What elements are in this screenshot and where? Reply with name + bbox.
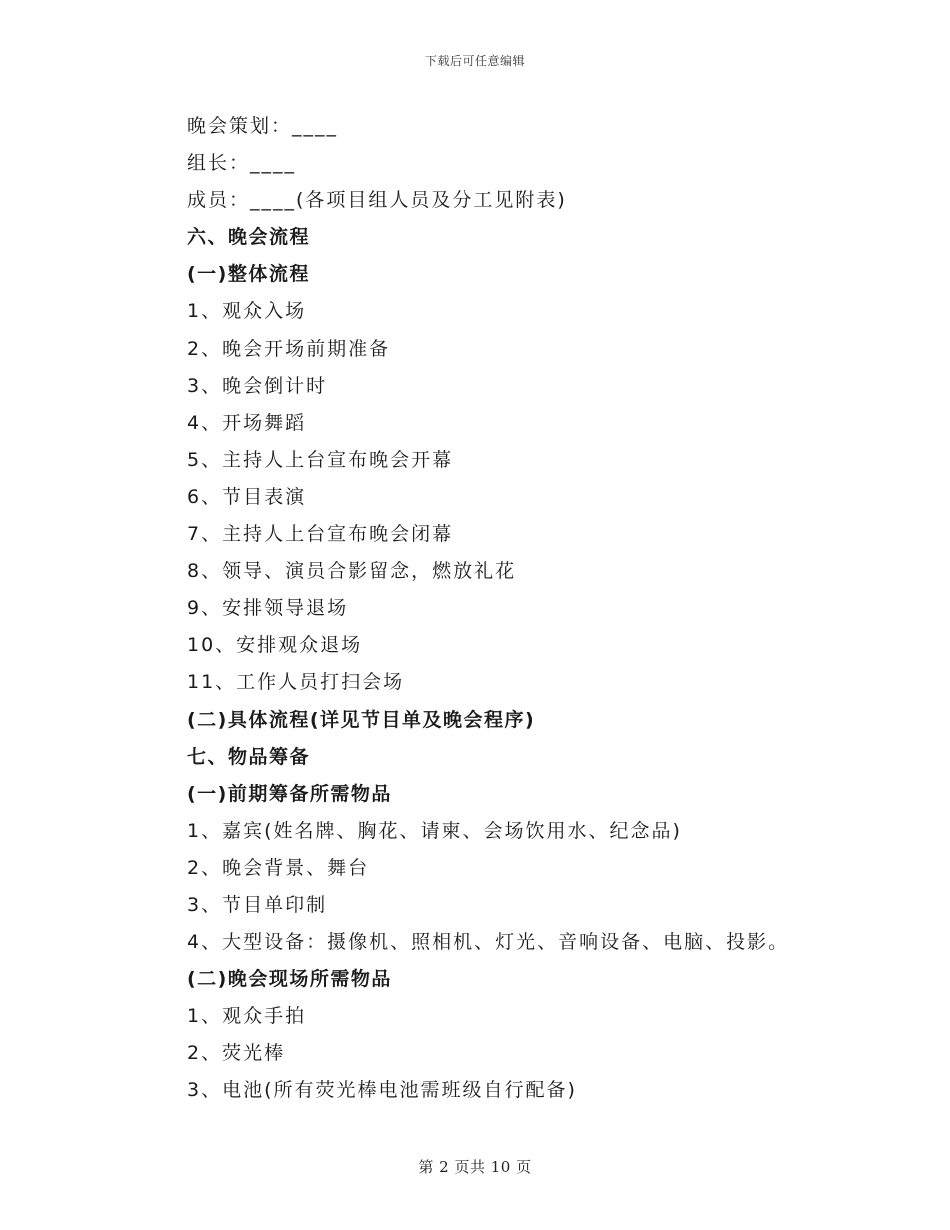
section-heading: 六、晚会流程: [187, 226, 311, 249]
text-line: 3、晚会倒计时: [187, 374, 328, 397]
text-line: 9、安排领导退场: [187, 597, 349, 620]
section-heading: (二)具体流程(详见节目单及晚会程序): [187, 708, 536, 731]
text-line: 4、开场舞蹈: [187, 411, 307, 434]
document-body: [187, 108, 867, 1110]
text-line: 1、嘉宾(姓名牌、胸花、请柬、会场饮用水、纪念品): [187, 819, 682, 842]
page-header: 下载后可任意编辑: [424, 54, 525, 68]
section-heading: (一)前期筹备所需物品: [187, 782, 392, 805]
text-line: 7、主持人上台宣布晚会闭幕: [187, 523, 454, 546]
section-heading: (一)整体流程: [187, 263, 310, 286]
page-footer: 第 2 页共 10 页: [418, 1158, 532, 1176]
text-line: 组长：____: [187, 152, 297, 175]
text-line: 1、观众手拍: [187, 1005, 307, 1028]
text-line: 晚会策划：____: [187, 115, 339, 137]
text-line: 8、领导、演员合影留念，燃放礼花: [187, 560, 517, 583]
text-line: 2、晚会开场前期准备: [187, 337, 391, 360]
text-line: 4、大型设备：摄像机、照相机、灯光、音响设备、电脑、投影。: [187, 931, 790, 954]
section-heading: 七、物品筹备: [187, 745, 311, 768]
text-line: 3、电池(所有荧光棒电池需班级自行配备): [187, 1079, 577, 1102]
text-line: 3、节目单印制: [187, 893, 328, 916]
text-line: 6、节目表演: [187, 485, 307, 508]
text-line: 11、工作人员打扫会场: [187, 671, 405, 694]
text-line: 5、主持人上台宣布晚会开幕: [187, 448, 454, 471]
text-line: 2、荧光棒: [187, 1042, 286, 1065]
text-line: 成员：____(各项目组人员及分工见附表): [187, 189, 567, 212]
text-line: 2、晚会背景、舞台: [187, 856, 370, 879]
text-line: 10、安排观众退场: [187, 634, 363, 657]
text-line: 1、观众入场: [187, 300, 307, 323]
section-heading: (二)晚会现场所需物品: [187, 968, 392, 991]
